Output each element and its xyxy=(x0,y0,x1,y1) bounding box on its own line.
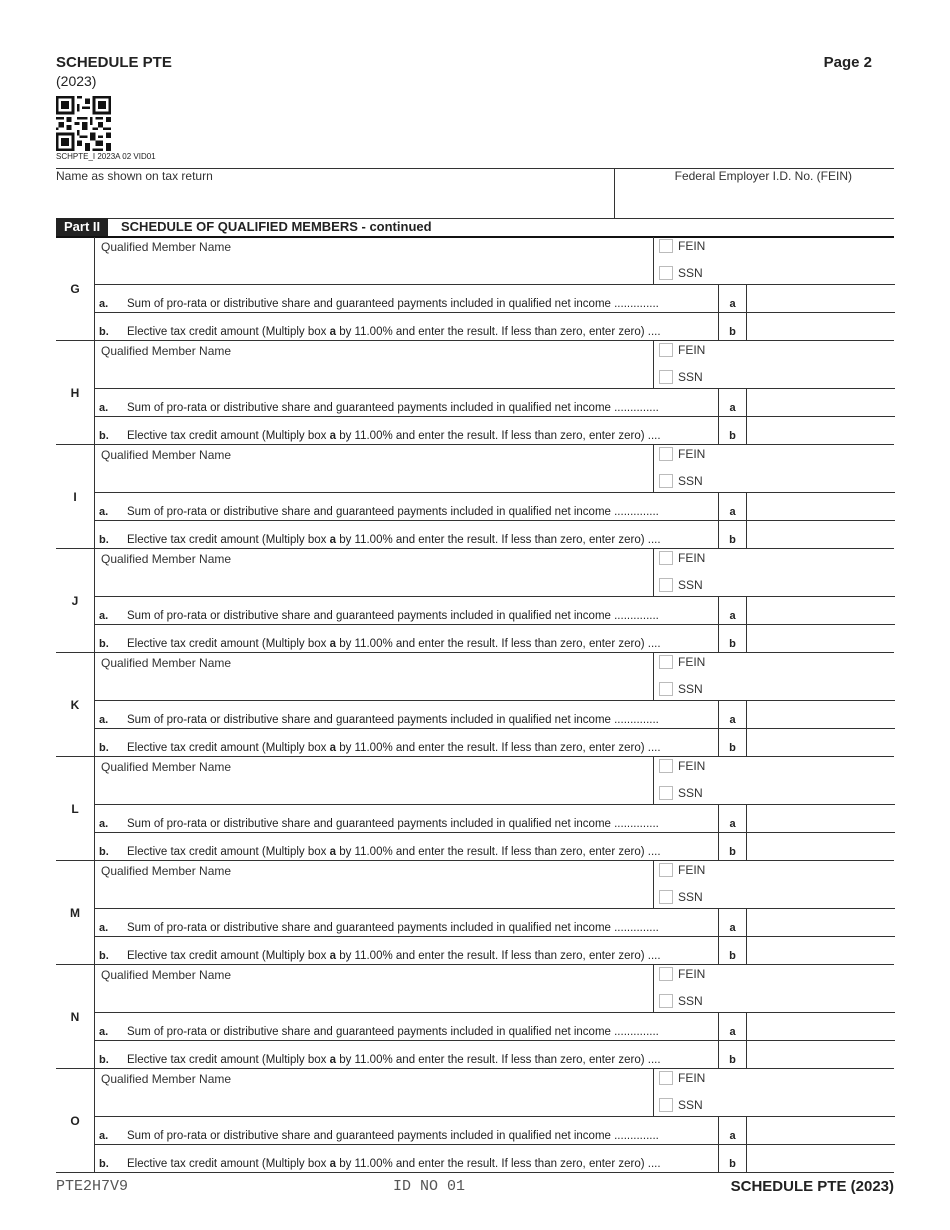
line-b xyxy=(95,417,895,444)
line-a-amount-field[interactable] xyxy=(746,285,895,312)
line-a xyxy=(95,597,895,625)
member-name-field[interactable] xyxy=(95,965,653,1012)
member-letter: I xyxy=(73,489,77,504)
line-b-amount-field[interactable] xyxy=(746,417,895,444)
id-type-cell xyxy=(653,549,896,596)
member-name-label: Qualified Member Name xyxy=(101,968,232,982)
line-a-key: a. xyxy=(99,818,109,830)
line-a-key: a. xyxy=(99,298,109,310)
line-b-amount-field[interactable] xyxy=(746,729,895,756)
fein-checkbox[interactable] xyxy=(659,239,673,253)
line-b-box xyxy=(718,1041,747,1068)
fein-checkbox[interactable] xyxy=(659,863,673,877)
member-name-field[interactable] xyxy=(95,653,653,700)
line-b-key: b. xyxy=(99,1158,109,1170)
line-a-text: Sum of pro-rata or distributive share and guaranteed payments included in qualified net income .............. xyxy=(127,610,659,622)
footer-code: PTE2H7V9 xyxy=(56,1178,129,1195)
ssn-checkbox[interactable] xyxy=(659,474,673,488)
line-a xyxy=(95,1117,895,1145)
line-a-key: a. xyxy=(99,1026,109,1038)
id-type-cell xyxy=(653,341,896,388)
line-b-text xyxy=(127,1054,661,1066)
line-a-key: a. xyxy=(99,610,109,622)
line-b-amount-field[interactable] xyxy=(746,625,895,652)
fein-option-label: FEIN xyxy=(678,863,706,877)
ssn-option-label: SSN xyxy=(678,890,703,904)
member-name-field[interactable] xyxy=(95,237,653,284)
line-a-box xyxy=(718,493,747,520)
ssn-option-label: SSN xyxy=(678,266,703,280)
line-a-text: Sum of pro-rata or distributive share and guaranteed payments included in qualified net income .............. xyxy=(127,402,659,414)
line-b-box-label: b xyxy=(729,430,736,442)
line-a-amount-field[interactable] xyxy=(746,701,895,728)
footer-id: ID NO 01 xyxy=(393,1178,466,1195)
line-b-key: b. xyxy=(99,430,109,442)
line-b-text xyxy=(127,742,661,754)
line-a-box xyxy=(718,909,747,936)
line-a-box-label: a xyxy=(729,922,736,934)
ssn-checkbox[interactable] xyxy=(659,786,673,800)
line-b xyxy=(95,937,895,964)
line-a xyxy=(95,909,895,937)
line-b-text-post: by 11.00% and enter the result. If less than zero, enter zero) .... xyxy=(336,534,661,546)
member-body xyxy=(94,1069,895,1172)
member-block xyxy=(56,341,894,445)
line-b-text-post: by 11.00% and enter the result. If less than zero, enter zero) .... xyxy=(336,846,661,858)
line-b xyxy=(95,521,895,548)
line-b-text-post: by 11.00% and enter the result. If less than zero, enter zero) .... xyxy=(336,1158,661,1170)
line-b-box xyxy=(718,313,747,340)
line-b xyxy=(95,625,895,652)
fein-field[interactable] xyxy=(614,169,894,218)
taxpayer-row xyxy=(56,168,894,219)
fein-option-label: FEIN xyxy=(678,239,706,253)
line-b-text xyxy=(127,534,661,546)
member-name-field[interactable] xyxy=(95,861,653,908)
member-body xyxy=(94,445,895,548)
member-name-label: Qualified Member Name xyxy=(101,240,232,254)
ssn-option-label: SSN xyxy=(678,682,703,696)
line-b-key: b. xyxy=(99,1054,109,1066)
line-a-box xyxy=(718,389,747,416)
ssn-checkbox[interactable] xyxy=(659,1098,673,1112)
member-letter: H xyxy=(70,385,80,400)
line-b-key: b. xyxy=(99,534,109,546)
line-a-text: Sum of pro-rata or distributive share and guaranteed payments included in qualified net income .............. xyxy=(127,1130,659,1142)
line-a xyxy=(95,805,895,833)
line-b-text-post: by 11.00% and enter the result. If less than zero, enter zero) .... xyxy=(336,1054,661,1066)
line-a-box-label: a xyxy=(729,402,736,414)
member-name-field[interactable] xyxy=(95,341,653,388)
member-body xyxy=(94,861,895,964)
part-header xyxy=(56,218,894,238)
member-name-label: Qualified Member Name xyxy=(101,864,232,878)
line-b-text xyxy=(127,846,661,858)
line-b-key: b. xyxy=(99,638,109,650)
fein-checkbox[interactable] xyxy=(659,967,673,981)
page-number: Page 2 xyxy=(823,54,872,71)
line-a-text: Sum of pro-rata or distributive share and guaranteed payments included in qualified net income .............. xyxy=(127,298,659,310)
fein-checkbox[interactable] xyxy=(659,1071,673,1085)
fein-option-label: FEIN xyxy=(678,655,706,669)
id-type-cell xyxy=(653,1069,896,1116)
line-b-text xyxy=(127,430,661,442)
member-letter: O xyxy=(70,1113,80,1128)
line-a-amount-field[interactable] xyxy=(746,389,895,416)
qr-code-icon xyxy=(56,96,111,151)
ssn-option-label: SSN xyxy=(678,370,703,384)
line-b-text-bold: a xyxy=(329,950,337,962)
line-a xyxy=(95,701,895,729)
ssn-option-label: SSN xyxy=(678,474,703,488)
ssn-checkbox[interactable] xyxy=(659,578,673,592)
line-b-amount-field[interactable] xyxy=(746,1041,895,1068)
fein-label: Federal Employer I.D. No. (FEIN) xyxy=(674,169,852,183)
line-b-text-bold: a xyxy=(329,534,337,546)
part-title: SCHEDULE OF QUALIFIED MEMBERS - continued xyxy=(121,219,432,234)
id-type-cell xyxy=(653,653,896,700)
fein-option-label: FEIN xyxy=(678,343,706,357)
member-body xyxy=(94,965,895,1068)
ssn-checkbox[interactable] xyxy=(659,994,673,1008)
line-b-text-pre: Elective tax credit amount (Multiply box xyxy=(127,950,330,962)
member-letter: J xyxy=(71,593,79,608)
line-a-key: a. xyxy=(99,1130,109,1142)
line-a-key: a. xyxy=(99,922,109,934)
line-b-box-label: b xyxy=(729,534,736,546)
ssn-option-label: SSN xyxy=(678,578,703,592)
member-block xyxy=(56,549,894,653)
line-b xyxy=(95,1041,895,1068)
member-block xyxy=(56,445,894,549)
line-b-text-pre: Elective tax credit amount (Multiply box xyxy=(127,1158,330,1170)
member-block xyxy=(56,653,894,757)
line-b-text-pre: Elective tax credit amount (Multiply box xyxy=(127,846,330,858)
line-a-text: Sum of pro-rata or distributive share and guaranteed payments included in qualified net income .............. xyxy=(127,506,659,518)
member-letter: L xyxy=(71,801,79,816)
ssn-option-label: SSN xyxy=(678,994,703,1008)
id-type-cell xyxy=(653,445,896,492)
line-b-amount-field[interactable] xyxy=(746,521,895,548)
part-tag: Part II xyxy=(56,218,108,236)
line-b xyxy=(95,1145,895,1172)
line-a-key: a. xyxy=(99,506,109,518)
member-name-label: Qualified Member Name xyxy=(101,760,232,774)
line-a-box xyxy=(718,1013,747,1040)
fein-option-label: FEIN xyxy=(678,759,706,773)
line-b-text xyxy=(127,638,661,650)
line-a-amount-field[interactable] xyxy=(746,597,895,624)
id-type-cell xyxy=(653,237,896,284)
line-b-box-label: b xyxy=(729,326,736,338)
member-letter: M xyxy=(70,905,80,920)
member-name-label: Qualified Member Name xyxy=(101,1072,232,1086)
member-name-field[interactable] xyxy=(95,1069,653,1116)
line-b-amount-field[interactable] xyxy=(746,937,895,964)
member-name-label: Qualified Member Name xyxy=(101,344,232,358)
line-b xyxy=(95,833,895,860)
member-body xyxy=(94,341,895,444)
line-a-box xyxy=(718,1117,747,1144)
footer-title: SCHEDULE PTE (2023) xyxy=(730,1178,894,1195)
line-a-amount-field[interactable] xyxy=(746,909,895,936)
line-b-text-bold: a xyxy=(329,846,337,858)
member-body xyxy=(94,653,895,756)
member-block xyxy=(56,1069,894,1173)
line-b-text-pre: Elective tax credit amount (Multiply box xyxy=(127,326,330,338)
line-b-text-bold: a xyxy=(329,742,337,754)
line-b-text-post: by 11.00% and enter the result. If less than zero, enter zero) .... xyxy=(336,742,661,754)
id-type-cell xyxy=(653,965,896,1012)
member-name-label: Qualified Member Name xyxy=(101,552,232,566)
line-a-text: Sum of pro-rata or distributive share and guaranteed payments included in qualified net income .............. xyxy=(127,714,659,726)
member-name-label: Qualified Member Name xyxy=(101,448,232,462)
line-b-box-label: b xyxy=(729,638,736,650)
line-b-text-bold: a xyxy=(329,326,337,338)
line-b-box xyxy=(718,417,747,444)
line-b-box xyxy=(718,521,747,548)
line-a-text: Sum of pro-rata or distributive share and guaranteed payments included in qualified net income .............. xyxy=(127,818,659,830)
line-a-box-label: a xyxy=(729,1026,736,1038)
line-b-key: b. xyxy=(99,326,109,338)
line-b-box xyxy=(718,625,747,652)
ssn-checkbox[interactable] xyxy=(659,266,673,280)
member-name-field[interactable] xyxy=(95,445,653,492)
line-a-box xyxy=(718,597,747,624)
member-body xyxy=(94,757,895,860)
fein-checkbox[interactable] xyxy=(659,343,673,357)
line-b-box-label: b xyxy=(729,846,736,858)
member-body xyxy=(94,549,895,652)
fein-option-label: FEIN xyxy=(678,1071,706,1085)
line-a-box-label: a xyxy=(729,714,736,726)
member-name-label: Qualified Member Name xyxy=(101,656,232,670)
line-a-amount-field[interactable] xyxy=(746,805,895,832)
member-name-field[interactable] xyxy=(95,757,653,804)
member-block xyxy=(56,757,894,861)
fein-checkbox[interactable] xyxy=(659,759,673,773)
line-a xyxy=(95,285,895,313)
line-b-key: b. xyxy=(99,742,109,754)
line-a-box-label: a xyxy=(729,610,736,622)
line-b-text-pre: Elective tax credit amount (Multiply box xyxy=(127,534,330,546)
name-label: Name as shown on tax return xyxy=(56,169,213,183)
ssn-option-label: SSN xyxy=(678,1098,703,1112)
line-b-box-label: b xyxy=(729,1054,736,1066)
line-b xyxy=(95,729,895,756)
line-b-text xyxy=(127,326,661,338)
line-b-box xyxy=(718,937,747,964)
line-b xyxy=(95,313,895,340)
fein-checkbox[interactable] xyxy=(659,655,673,669)
member-letter: N xyxy=(70,1009,80,1024)
fein-option-label: FEIN xyxy=(678,447,706,461)
line-b-text-bold: a xyxy=(329,430,337,442)
line-b-text-pre: Elective tax credit amount (Multiply box xyxy=(127,430,330,442)
ssn-checkbox[interactable] xyxy=(659,370,673,384)
line-b-text-bold: a xyxy=(329,1054,337,1066)
ssn-checkbox[interactable] xyxy=(659,890,673,904)
line-a-text: Sum of pro-rata or distributive share and guaranteed payments included in qualified net income .............. xyxy=(127,922,659,934)
line-b-text-pre: Elective tax credit amount (Multiply box xyxy=(127,742,330,754)
line-a-box-label: a xyxy=(729,506,736,518)
line-b-text-pre: Elective tax credit amount (Multiply box xyxy=(127,638,330,650)
member-block xyxy=(56,861,894,965)
line-b-text xyxy=(127,950,661,962)
line-b-key: b. xyxy=(99,950,109,962)
line-b-text-pre: Elective tax credit amount (Multiply box xyxy=(127,1054,330,1066)
line-b-box xyxy=(718,833,747,860)
line-b-box-label: b xyxy=(729,1158,736,1170)
line-a-box-label: a xyxy=(729,818,736,830)
line-b-text-post: by 11.00% and enter the result. If less than zero, enter zero) .... xyxy=(336,326,661,338)
fein-option-label: FEIN xyxy=(678,551,706,565)
line-a xyxy=(95,1013,895,1041)
line-b-text xyxy=(127,1158,661,1170)
line-a-box-label: a xyxy=(729,1130,736,1142)
fein-checkbox[interactable] xyxy=(659,447,673,461)
line-b-text-post: by 11.00% and enter the result. If less than zero, enter zero) .... xyxy=(336,430,661,442)
line-a-amount-field[interactable] xyxy=(746,1013,895,1040)
id-type-cell xyxy=(653,757,896,804)
member-letter: K xyxy=(70,697,80,712)
line-a-amount-field[interactable] xyxy=(746,493,895,520)
line-a-key: a. xyxy=(99,402,109,414)
line-a xyxy=(95,389,895,417)
line-b-amount-field[interactable] xyxy=(746,1145,895,1172)
line-b-amount-field[interactable] xyxy=(746,313,895,340)
line-a-amount-field[interactable] xyxy=(746,1117,895,1144)
line-a-box xyxy=(718,285,747,312)
ssn-option-label: SSN xyxy=(678,786,703,800)
line-b-text-bold: a xyxy=(329,1158,337,1170)
id-type-cell xyxy=(653,861,896,908)
member-body xyxy=(94,237,895,340)
form-year: (2023) xyxy=(56,73,97,89)
line-b-key: b. xyxy=(99,846,109,858)
line-a-box-label: a xyxy=(729,298,736,310)
ssn-checkbox[interactable] xyxy=(659,682,673,696)
member-name-field[interactable] xyxy=(95,549,653,596)
member-letter: G xyxy=(70,281,80,296)
line-b-amount-field[interactable] xyxy=(746,833,895,860)
line-a-text: Sum of pro-rata or distributive share and guaranteed payments included in qualified net income .............. xyxy=(127,1026,659,1038)
line-b-text-post: by 11.00% and enter the result. If less than zero, enter zero) .... xyxy=(336,638,661,650)
line-a-box xyxy=(718,805,747,832)
line-b-box-label: b xyxy=(729,742,736,754)
fein-option-label: FEIN xyxy=(678,967,706,981)
form-title: SCHEDULE PTE xyxy=(56,54,172,71)
line-a-key: a. xyxy=(99,714,109,726)
member-block xyxy=(56,237,894,341)
line-b-text-post: by 11.00% and enter the result. If less than zero, enter zero) .... xyxy=(336,950,661,962)
line-a xyxy=(95,493,895,521)
line-b-box xyxy=(718,729,747,756)
member-block xyxy=(56,965,894,1069)
fein-checkbox[interactable] xyxy=(659,551,673,565)
line-b-box-label: b xyxy=(729,950,736,962)
barcode-id: SCHPTE_I 2023A 02 VID01 xyxy=(56,152,156,161)
line-b-text-bold: a xyxy=(329,638,337,650)
line-a-box xyxy=(718,701,747,728)
line-b-box xyxy=(718,1145,747,1172)
